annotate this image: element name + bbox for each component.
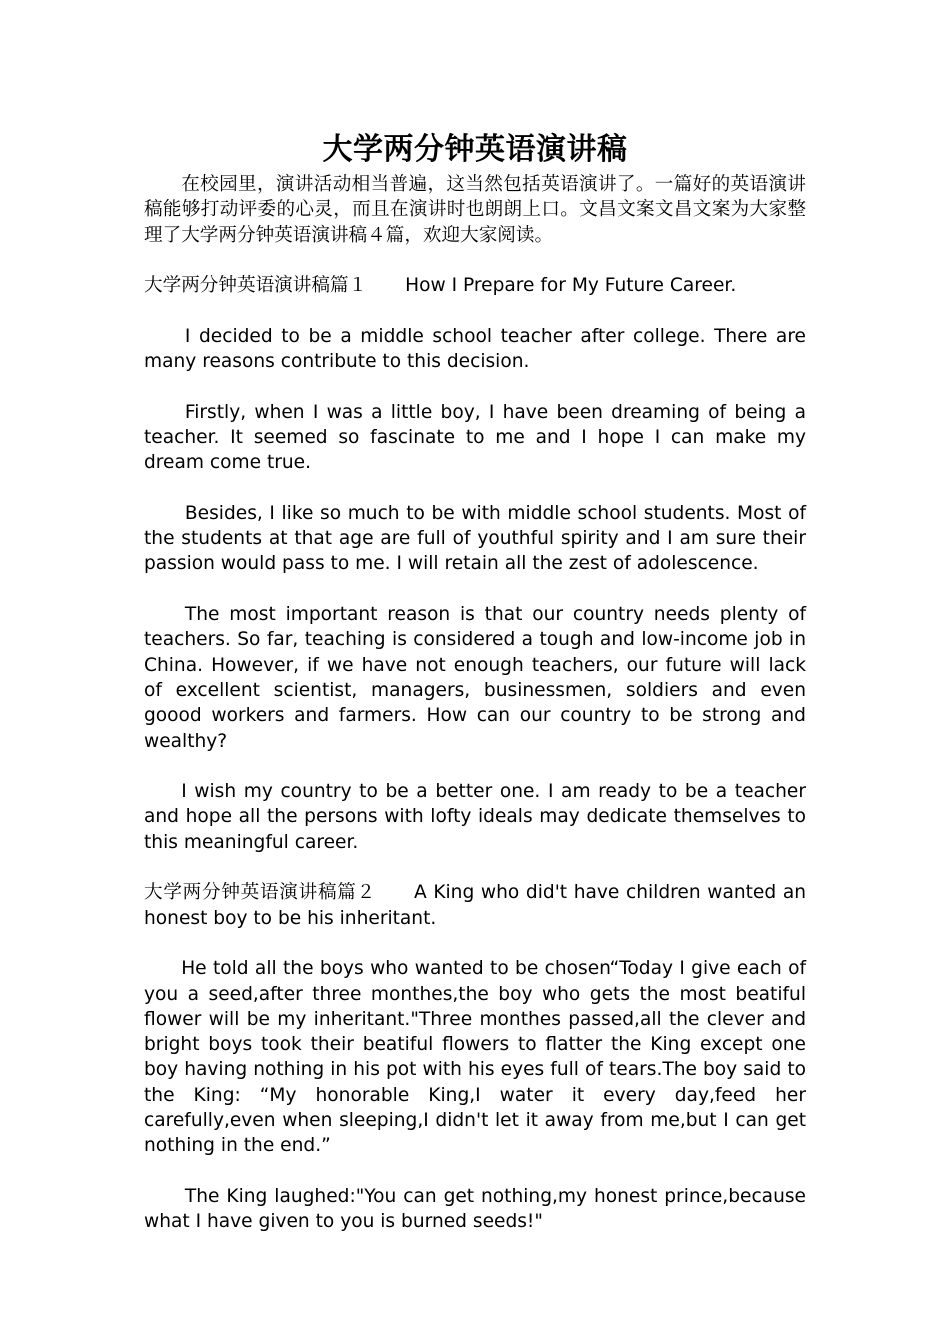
section-2-paragraph-1: He told all the boys who wanted to be chosen“Today I give each of you a seed,after three monthes,the boy who gets the most beatiful flower will be my inheritant."Three monthes passed,all the clever and bright boys took their beatiful flowers to flatter the King except one boy having nothing in his pot with his eyes full of tears.The boy said to the King: “My honorable King,I water it every day,feed her carefully,even when sleeping,I didn't let it away from me,but I can get nothing in the end.” [144,958,806,1157]
section-2-heading-line [144,880,806,931]
section-1-heading: 大学两分钟英语演讲稿篇１ [144,275,368,297]
section-1-paragraph-4: The most important reason is that our country needs plenty of teachers. So far, teaching is considered a tough and low-income job in China. However, if we have not enough teachers, our future will lack of excellent scientist, managers, businessmen, soldiers and even goood workers and farmers. How can our country to be strong and wealthy? [144,604,806,752]
section-1-subtitle: How I Prepare for My Future Career. [405,275,737,297]
section-2-paragraph-2: The King laughed:"You can get nothing,my honest prince,because what I have given to you is burned seeds!" [144,1185,806,1233]
intro-paragraph: 在校园里，演讲活动相当普遍，这当然包括英语演讲了。一篇好的英语演讲稿能够打动评委的心灵，而且在演讲时也朗朗上口。文昌文案文昌文案为大家整理了大学两分钟英语演讲稿４篇，欢迎大家阅读。 [144,174,806,246]
document-page [144,128,806,1234]
section-2-lead: A King who did't have children wanted an honest boy to be his inheritant. [144,882,806,929]
section-1-paragraph-3: Besides, I like so much to be with middle school students. Most of the students at that age are full of youthful spirity and I am sure their passion would pass to me. I will retain all the zest of adolescence. [144,502,806,575]
section-1-paragraph-1: I decided to be a middle school teacher after college. There are many reasons contribute to this decision. [144,325,806,373]
section-1-paragraph-5: I wish my country to be a better one. I am ready to be a teacher and hope all the persons with lofty ideals may dedicate themselves to this meaningful career. [144,781,806,853]
section-1-paragraph-2: Firstly, when I was a little boy, I have been dreaming of being a teacher. It seemed so fascinate to me and I hope I can make my dream come true. [144,401,806,474]
document-title: 大学两分钟英语演讲稿 [322,132,628,167]
section-2-heading: 大学两分钟英语演讲稿篇２ [144,882,376,904]
section-1-heading-line [144,273,806,298]
